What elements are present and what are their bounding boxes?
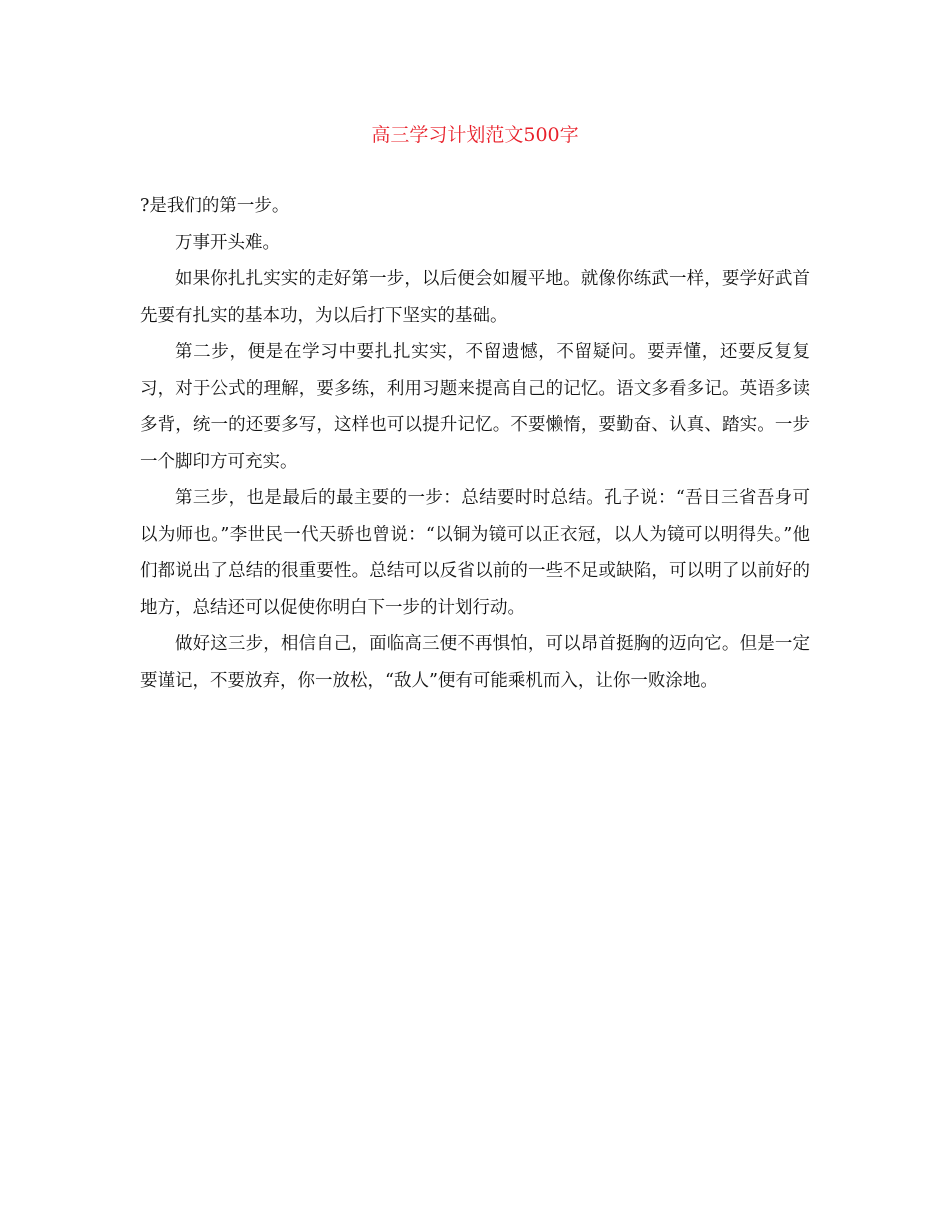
document-title: 高三学习计划范文500字: [371, 124, 579, 146]
paragraph-3: 如果你扎扎实实的走好第一步，以后便会如履平地。就像你练武一样，要学好武首先要有扎实的基本功，为以后打下坚实的基础。: [140, 269, 810, 326]
paragraph-5: 第三步，也是最后的最主要的一步：总结要时时总结。孔子说：“吾日三省吾身可以为师也。”李世民一代天骄也曾说：“以铜为镜可以正衣冠，以人为镜可以明得失。”他们都说出了总结的很重要性。总结可以反省以前的一些不足或缺陷，可以明了以前好的地方，总结还可以促使你明白下一步的计划行动。: [140, 488, 810, 618]
paragraph-2: 万事开头难。: [175, 232, 280, 253]
paragraph-4: 第二步，便是在学习中要扎扎实实，不留遗憾，不留疑问。要弄懂，还要反复复习，对于公式的理解，要多练，利用习题来提高自己的记忆。语文多看多记。英语多读多背，统一的还要多写，这样也可以提升记忆。不要懒惰，要勤奋、认真、踏实。一步一个脚印方可充实。: [140, 342, 810, 472]
paragraph-1: ?是我们的第一步。: [140, 196, 290, 216]
paragraph-6: 做好这三步，相信自己，面临高三便不再惧怕，可以昂首挺胸的迈向它。但是一定要谨记，不要放弃，你一放松，“敌人”便有可能乘机而入，让你一败涂地。: [140, 634, 810, 691]
document-body: [140, 188, 810, 699]
